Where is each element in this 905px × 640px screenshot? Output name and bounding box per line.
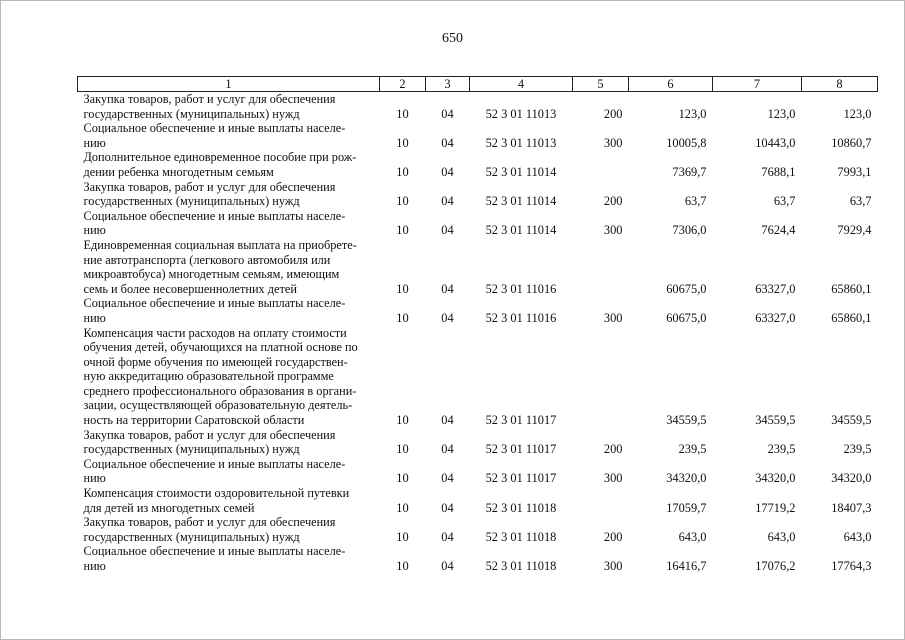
description-line: Закупка товаров, работ и услуг для обеспечения: [83, 427, 336, 442]
amount-year-1: 34559,5: [666, 413, 707, 428]
subsection-code: 04: [441, 413, 454, 428]
description-line: Единовременная социальная выплата на приобрете-: [83, 237, 357, 252]
table-row: [78, 209, 878, 238]
row-description: [78, 457, 380, 486]
table-row: [78, 428, 878, 457]
amount-year-3: 239,5: [843, 442, 872, 457]
table-row: [78, 238, 878, 296]
table-header-row: [78, 77, 878, 92]
description-line: Закупка товаров, работ и услуг для обеспечения: [83, 92, 336, 106]
description-line: дении ребенка многодетным семьям: [83, 164, 274, 179]
subsection-code: 04: [441, 281, 454, 296]
description-line: ность на территории Саратовской области: [83, 413, 305, 428]
page-number: 650: [442, 31, 463, 46]
expense-type-code: [573, 486, 629, 515]
section-code: 10: [396, 106, 409, 121]
description-line: микроавтобуса) многодетным семьям, имеющим: [83, 267, 340, 282]
table-row: [78, 486, 878, 515]
expense-type-code: 200: [603, 194, 623, 209]
header-col-1: 1: [78, 77, 380, 92]
table-row: [78, 92, 878, 122]
target-article-code: 52 3 01 11018: [485, 500, 557, 515]
target-article-code: 52 3 01 11018: [485, 529, 557, 544]
target-article-code: 52 3 01 11017: [485, 471, 557, 486]
row-description: [78, 515, 380, 544]
amount-year-2: 17719,2: [755, 500, 796, 515]
expense-type-code: 300: [603, 310, 623, 325]
amount-year-2: 7624,4: [761, 223, 796, 238]
subsection-code: 04: [441, 223, 454, 238]
amount-year-2: 34559,5: [755, 413, 796, 428]
amount-year-1: 10005,8: [666, 135, 707, 150]
amount-year-1: 7369,7: [672, 164, 707, 179]
table-row: [78, 121, 878, 150]
amount-year-2: 123,0: [767, 106, 796, 121]
row-description: [78, 180, 380, 209]
amount-year-2: 63327,0: [755, 281, 796, 296]
amount-year-2: 239,5: [767, 442, 796, 457]
description-line: нию: [83, 310, 106, 325]
description-line: нию: [83, 559, 106, 573]
description-line: ную аккредитацию образовательной программе: [83, 369, 334, 384]
row-description: [78, 296, 380, 325]
table-row: [78, 326, 878, 428]
target-article-code: 52 3 01 11013: [485, 135, 557, 150]
amount-year-3: 18407,3: [831, 500, 872, 515]
target-article-code: 52 3 01 11017: [485, 442, 557, 457]
table-row: [78, 515, 878, 544]
subsection-code: 04: [441, 500, 454, 515]
expense-type-code: 200: [603, 529, 623, 544]
amount-year-2: 643,0: [767, 529, 796, 544]
amount-year-3: 63,7: [849, 194, 872, 209]
row-description: [78, 121, 380, 150]
description-line: Закупка товаров, работ и услуг для обеспечения: [83, 179, 336, 194]
amount-year-3: 65860,1: [831, 281, 872, 296]
target-article-code: 52 3 01 11014: [485, 164, 557, 179]
amount-year-3: 34559,5: [831, 413, 872, 428]
amount-year-2: 17076,2: [755, 559, 796, 573]
table-row: [78, 457, 878, 486]
row-description: [78, 238, 380, 296]
amount-year-3: 7929,4: [837, 223, 872, 238]
section-code: 10: [396, 500, 409, 515]
section-code: 10: [396, 529, 409, 544]
expense-type-code: 300: [603, 135, 623, 150]
header-col-7: 7: [713, 77, 802, 92]
row-description: [78, 428, 380, 457]
description-line: государственных (муниципальных) нужд: [83, 442, 300, 457]
expense-type-code: 300: [603, 471, 623, 486]
amount-year-2: 34320,0: [755, 471, 796, 486]
amount-year-1: 239,5: [678, 442, 707, 457]
row-description: [78, 486, 380, 515]
subsection-code: 04: [441, 164, 454, 179]
target-article-code: 52 3 01 11016: [485, 281, 557, 296]
subsection-code: 04: [441, 559, 454, 573]
header-col-2: 2: [380, 77, 426, 92]
expense-type-code: 200: [603, 106, 623, 121]
section-code: 10: [396, 471, 409, 486]
section-code: 10: [396, 164, 409, 179]
amount-year-1: 34320,0: [666, 471, 707, 486]
description-line: нию: [83, 223, 106, 238]
amount-year-1: 17059,7: [666, 500, 707, 515]
description-line: Компенсация стоимости оздоровительной путевки: [83, 486, 350, 501]
subsection-code: 04: [441, 442, 454, 457]
row-description: [78, 326, 380, 428]
section-code: 10: [396, 310, 409, 325]
section-code: 10: [396, 559, 409, 573]
section-code: 10: [396, 281, 409, 296]
budget-table: [77, 76, 878, 574]
table-body: [78, 92, 878, 574]
header-col-4: 4: [470, 77, 573, 92]
subsection-code: 04: [441, 106, 454, 121]
amount-year-3: 643,0: [843, 529, 872, 544]
amount-year-3: 65860,1: [831, 310, 872, 325]
header-col-5: 5: [573, 77, 629, 92]
amount-year-1: 643,0: [678, 529, 707, 544]
expense-type-code: [573, 238, 629, 296]
amount-year-1: 7306,0: [672, 223, 707, 238]
table-row: [78, 180, 878, 209]
description-line: нию: [83, 135, 106, 150]
subsection-code: 04: [441, 529, 454, 544]
target-article-code: 52 3 01 11014: [485, 194, 557, 209]
amount-year-3: 123,0: [843, 106, 872, 121]
description-line: Компенсация части расходов на оплату стоимости: [83, 325, 347, 340]
table-row: [78, 150, 878, 179]
section-code: 10: [396, 223, 409, 238]
target-article-code: 52 3 01 11018: [485, 559, 557, 573]
row-description: [78, 92, 380, 122]
amount-year-2: 63327,0: [755, 310, 796, 325]
section-code: 10: [396, 194, 409, 209]
amount-year-1: 123,0: [678, 106, 707, 121]
amount-year-1: 16416,7: [666, 559, 707, 573]
section-code: 10: [396, 442, 409, 457]
header-col-3: 3: [426, 77, 470, 92]
subsection-code: 04: [441, 135, 454, 150]
section-code: 10: [396, 413, 409, 428]
description-line: зации, осуществляющей образовательную деятель-: [83, 398, 353, 413]
amount-year-1: 60675,0: [666, 281, 707, 296]
amount-year-1: 63,7: [684, 194, 707, 209]
row-description: [78, 209, 380, 238]
description-line: государственных (муниципальных) нужд: [83, 529, 300, 544]
description-line: семь и более несовершеннолетних детей: [83, 281, 297, 296]
description-line: нию: [83, 471, 106, 486]
target-article-code: 52 3 01 11014: [485, 223, 557, 238]
amount-year-3: 17764,3: [831, 559, 872, 573]
description-line: Закупка товаров, работ и услуг для обеспечения: [83, 515, 336, 530]
expense-type-code: [573, 150, 629, 179]
subsection-code: 04: [441, 471, 454, 486]
amount-year-2: 10443,0: [755, 135, 796, 150]
description-line: Социальное обеспечение и иные выплаты населе-: [83, 296, 346, 311]
description-line: для детей из многодетных семей: [83, 500, 255, 515]
expense-type-code: 300: [603, 559, 623, 573]
section-code: 10: [396, 135, 409, 150]
table-row: [78, 296, 878, 325]
amount-year-2: 7688,1: [761, 164, 796, 179]
subsection-code: 04: [441, 194, 454, 209]
description-line: Социальное обеспечение и иные выплаты населе-: [83, 121, 346, 136]
expense-type-code: 300: [603, 223, 623, 238]
target-article-code: 52 3 01 11013: [485, 106, 557, 121]
description-line: ние автотранспорта (легкового автомобиля или: [83, 252, 331, 267]
description-line: среднего профессионального образования в органи-: [83, 383, 357, 398]
description-line: очной форме обучения по имеющей государствен-: [83, 354, 348, 369]
target-article-code: 52 3 01 11016: [485, 310, 557, 325]
description-line: Социальное обеспечение и иные выплаты населе-: [83, 456, 346, 471]
amount-year-3: 34320,0: [831, 471, 872, 486]
table-row: [78, 544, 878, 573]
description-line: Дополнительное единовременное пособие при рож-: [83, 150, 357, 165]
description-line: Социальное обеспечение и иные выплаты населе-: [83, 544, 346, 559]
amount-year-3: 10860,7: [831, 135, 872, 150]
description-line: государственных (муниципальных) нужд: [83, 194, 300, 209]
description-line: Социальное обеспечение и иные выплаты населе-: [83, 208, 346, 223]
row-description: [78, 544, 380, 573]
target-article-code: 52 3 01 11017: [485, 413, 557, 428]
description-line: государственных (муниципальных) нужд: [83, 106, 300, 121]
subsection-code: 04: [441, 310, 454, 325]
amount-year-2: 63,7: [773, 194, 796, 209]
header-col-8: 8: [802, 77, 878, 92]
row-description: [78, 150, 380, 179]
amount-year-1: 60675,0: [666, 310, 707, 325]
expense-type-code: 200: [603, 442, 623, 457]
expense-type-code: [573, 326, 629, 428]
description-line: обучения детей, обучающихся на платной основе по: [83, 340, 358, 355]
amount-year-3: 7993,1: [837, 164, 872, 179]
header-col-6: 6: [629, 77, 713, 92]
